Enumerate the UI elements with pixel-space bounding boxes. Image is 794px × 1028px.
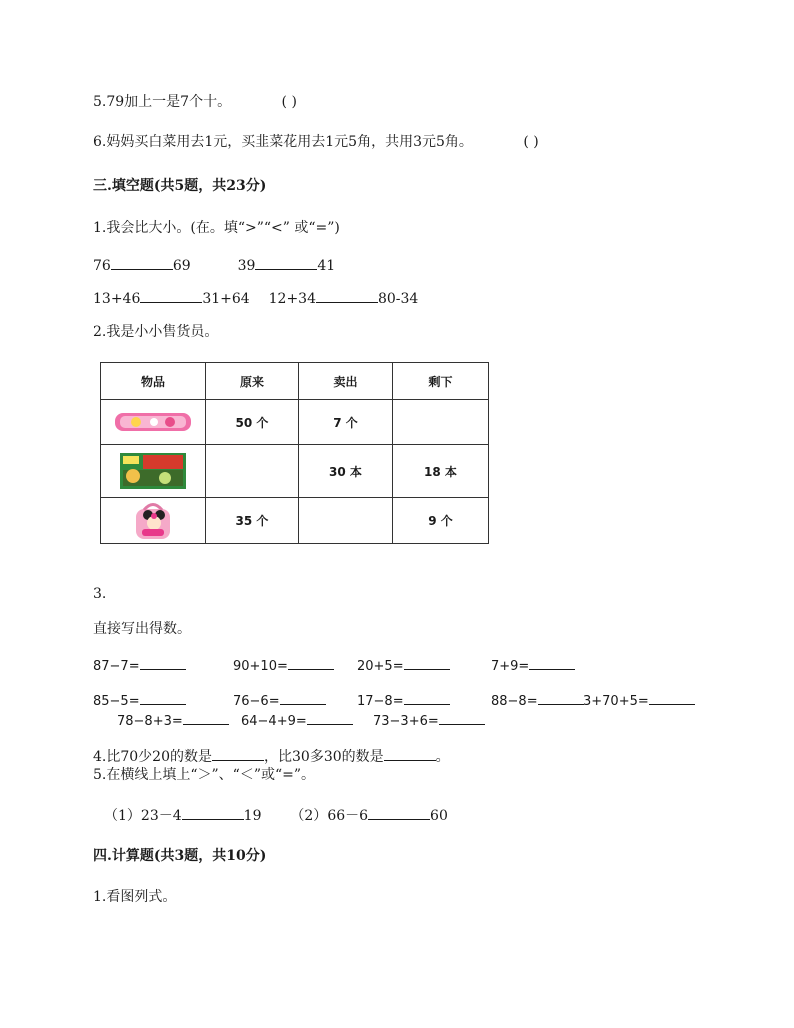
sales-table <box>100 362 489 544</box>
table-header-row <box>101 363 489 400</box>
answer-cell[interactable] <box>393 400 489 445</box>
answer-blank[interactable] <box>140 692 186 705</box>
table-row: 35 个 9 个 <box>101 498 489 544</box>
answer-blank[interactable] <box>255 255 317 270</box>
answer-blank[interactable] <box>182 805 244 820</box>
arith-item: 90+10= <box>233 657 334 674</box>
arith-item: 88−8= <box>491 692 584 709</box>
answer-blank[interactable] <box>404 692 450 705</box>
answer-blank[interactable] <box>368 805 430 820</box>
fill-1-row-a: 76 69 39 41 <box>93 255 335 275</box>
answer-cell[interactable] <box>206 445 299 498</box>
header-item: 物品 <box>101 363 206 400</box>
answer-blank[interactable] <box>212 746 264 761</box>
section-4-title: 四.计算题(共3题，共10分) <box>93 848 267 864</box>
fill-4: 4.比70少20的数是 ，比30多30的数是 。 <box>93 746 450 766</box>
judge-item-5-text: 5.79加上一是7个十。 <box>93 94 232 110</box>
judge-item-6 <box>93 133 539 151</box>
arith-item: 78−8+3= <box>117 712 229 729</box>
answer-blank[interactable] <box>280 692 326 705</box>
answer-blank[interactable] <box>140 288 202 303</box>
answer-blank[interactable] <box>529 657 575 670</box>
answer-blank[interactable] <box>404 657 450 670</box>
table-row: 30 本 18 本 <box>101 445 489 498</box>
arith-item: 17−8= <box>357 692 450 709</box>
fill-5-prompt: 5.在横线上填上“＞”、“＜”或“=”。 <box>93 767 316 783</box>
answer-paren[interactable]: ( ) <box>523 134 539 150</box>
arith-item: 73−3+6= <box>373 712 485 729</box>
fill-2-prompt: 2.我是小小售货员。 <box>93 324 219 340</box>
answer-blank[interactable] <box>140 657 186 670</box>
answer-blank[interactable] <box>439 712 485 725</box>
answer-blank[interactable] <box>538 692 584 705</box>
arith-item: 7+9= <box>491 657 575 674</box>
header-original: 原来 <box>206 363 299 400</box>
calc-1-prompt: 1.看图列式。 <box>93 889 177 905</box>
judge-item-5 <box>93 93 297 111</box>
answer-blank[interactable] <box>111 255 173 270</box>
arith-item: 3+70+5= <box>583 692 695 709</box>
arith-item: 87−7= <box>93 657 186 674</box>
backpack-icon <box>101 498 206 544</box>
judge-item-6-text: 6.妈妈买白菜用去1元，买韭菜花用去1元5角，共用3元5角。 <box>93 134 473 150</box>
arith-item: 76−6= <box>233 692 326 709</box>
header-remaining: 剩下 <box>393 363 489 400</box>
answer-blank[interactable] <box>288 657 334 670</box>
storybook-icon <box>101 445 206 498</box>
fill-1-row-b: 13+46 31+64 12+34 80-34 <box>93 288 418 308</box>
arith-item: 20+5= <box>357 657 450 674</box>
fill-3-number: 3. <box>93 586 107 602</box>
answer-paren[interactable]: ( ) <box>281 94 297 110</box>
answer-blank[interactable] <box>384 746 436 761</box>
section-3-title: 三.填空题(共5题，共23分) <box>93 178 267 194</box>
pencil-case-icon <box>101 400 206 445</box>
table-row: 50 个 7 个 <box>101 400 489 445</box>
fill-5-problems: （1）23－4 19 （2）66－6 60 <box>104 805 448 825</box>
fill-3-prompt: 直接写出得数。 <box>93 621 191 637</box>
answer-blank[interactable] <box>307 712 353 725</box>
fill-1-prompt: 1.我会比大小。(在。填“>”“<” 或“=”) <box>93 220 340 236</box>
arith-item: 64−4+9= <box>241 712 353 729</box>
answer-blank[interactable] <box>183 712 229 725</box>
answer-cell[interactable] <box>299 498 393 544</box>
answer-blank[interactable] <box>316 288 378 303</box>
arith-item: 85−5= <box>93 692 186 709</box>
answer-blank[interactable] <box>649 692 695 705</box>
header-sold: 卖出 <box>299 363 393 400</box>
